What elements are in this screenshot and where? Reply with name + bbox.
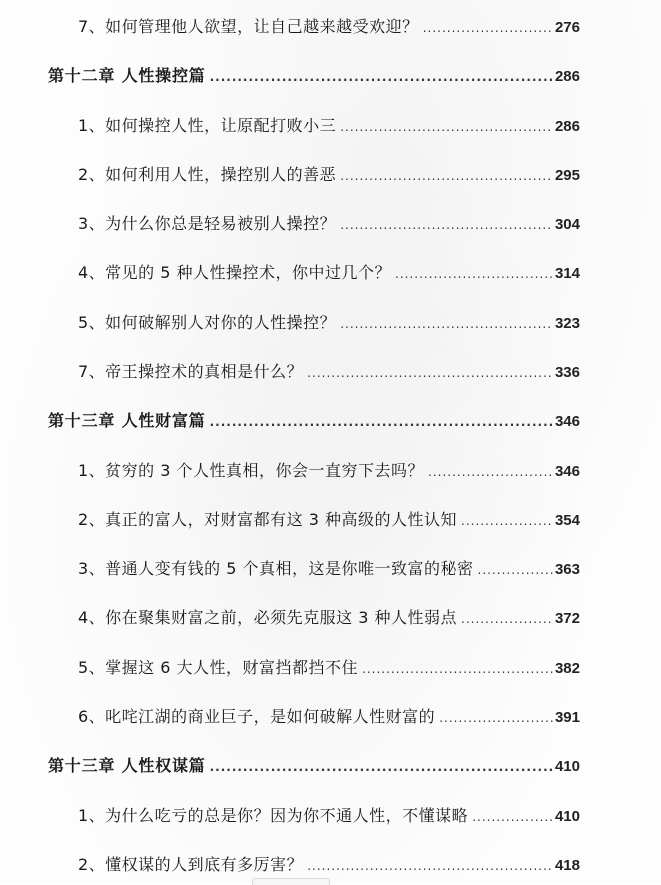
toc-item[interactable] [78,653,580,683]
dot-leader [340,309,553,339]
dot-leader [307,358,553,388]
toc-entry-title: 4、常见的 5 种人性操控术，你中过几个？ [78,263,392,282]
dot-leader [428,457,553,487]
dot-leader [395,259,553,289]
toc-item[interactable] [78,801,580,831]
toc-page-number: 391 [554,709,580,726]
toc-page-number: 418 [554,857,580,874]
dot-leader [340,161,553,191]
toc-entry-title: 6、叱咤江湖的商业巨子，是如何破解人性财富的 [78,707,436,726]
toc-entry-title: 1、贫穷的 3 个人性真相，你会一直穷下去吗？ [78,461,425,480]
toc-chapter-heading[interactable] [48,406,580,436]
toc-item[interactable] [78,456,580,486]
toc-page-number: 346 [554,463,580,480]
toc-item[interactable] [78,160,580,190]
toc-item[interactable] [78,111,580,141]
toc-item[interactable] [78,554,580,584]
toc-page-number: 346 [554,413,580,430]
toc-item[interactable] [78,12,580,42]
toc-entry-title: 3、为什么你总是轻易被别人操控？ [78,214,337,233]
toc-page-number: 295 [554,167,580,184]
dot-leader [461,506,553,536]
toc-chapter-heading[interactable] [48,61,580,91]
toc-page-number: 323 [554,315,580,332]
dot-leader [423,13,553,43]
toc-page-number: 286 [554,118,580,135]
dot-leader [340,112,553,142]
toc-entry-title: 第十三章 人性权谋篇 [48,756,206,775]
toc-entry-title: 3、普通人变有钱的 5 个真相，这是你唯一致富的秘密 [78,559,474,578]
toc-page-number: 276 [554,19,580,36]
toc-item[interactable] [78,258,580,288]
dot-leader [307,851,553,881]
toc-page-number: 354 [554,512,580,529]
toc-page-number: 314 [554,265,580,282]
toc-entry-title: 5、掌握这 6 大人性，财富挡都挡不住 [78,658,359,677]
toc-entry-title: 7、帝王操控术的真相是什么？ [78,362,304,381]
dot-leader [340,210,553,240]
toc-entry-title: 第十二章 人性操控篇 [48,66,206,85]
dot-leader [472,802,553,832]
toc-page-number: 372 [554,610,580,627]
toc-entry-title: 4、你在聚集财富之前，必须先克服这 3 种人性弱点 [78,608,458,627]
toc-entry-title: 2、懂权谋的人到底有多厉害？ [78,855,304,874]
dot-leader [210,62,553,92]
toc-item[interactable] [78,702,580,732]
toc-item[interactable] [78,505,580,535]
dot-leader [461,604,553,634]
toc-entry-title: 1、为什么吃亏的总是你？因为你不通人性，不懂谋略 [78,806,469,825]
toc-page-number: 410 [554,808,580,825]
toc-item[interactable] [78,603,580,633]
toc-entry-title: 1、如何操控人性，让原配打败小三 [78,116,337,135]
toc-entry-title: 第十三章 人性财富篇 [48,411,206,430]
toc-page-number: 363 [554,561,580,578]
dot-leader [362,654,553,684]
toc-page-number: 410 [554,758,580,775]
toc-chapter-heading[interactable] [48,751,580,781]
toc-page-number: 382 [554,660,580,677]
toc-item[interactable] [78,850,580,880]
toc-page-number: 336 [554,364,580,381]
toc-item[interactable] [78,357,580,387]
toc-item[interactable] [78,308,580,338]
toc-page-number: 304 [554,216,580,233]
toc-entry-title: 2、真正的富人，对财富都有这 3 种高级的人性认知 [78,510,458,529]
toc-entry-title: 2、如何利用人性，操控别人的善恶 [78,165,337,184]
dot-leader [478,555,553,585]
dot-leader [210,752,553,782]
toc-item[interactable] [78,209,580,239]
toc-page-number: 286 [554,68,580,85]
toc-entry-title: 5、如何破解别人对你的人性操控？ [78,313,337,332]
toc-entry-title: 7、如何管理他人欲望，让自己越来越受欢迎？ [78,17,419,36]
dot-leader [439,703,553,733]
dot-leader [210,407,553,437]
